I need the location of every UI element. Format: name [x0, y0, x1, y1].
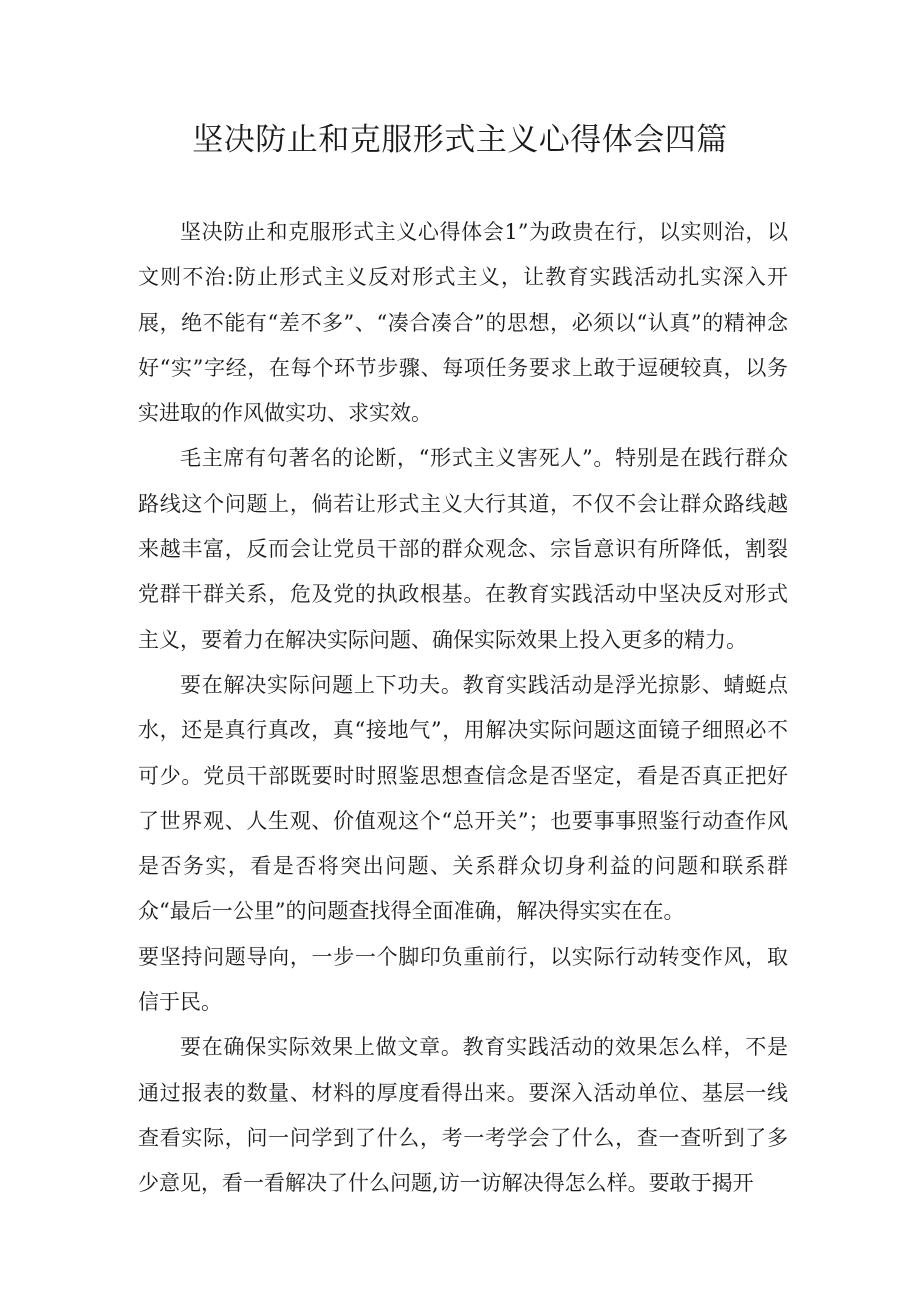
document-body	[138, 210, 788, 1207]
paragraph-4: 要坚持问题导向，一步一个脚印负重前行，以实际行动转变作风，取信于民。	[138, 944, 788, 1015]
paragraph-2: 毛主席有句著名的论断，“形式主义害死人”。特别是在践行群众路线这个问题上，倘若让形式主义大行其道，不仅不会让群众路线越来越丰富，反而会让党员干部的群众观念、宗旨意识有所降低，割裂党群干群关系，危及党的执政根基。在教育实践活动中坚决反对形式主义，要着力在解决实际问题、确保实际效果上投入更多的精力。	[138, 446, 788, 652]
paragraph-1: 坚决防止和克服形式主义心得体会1”为政贵在行，以实则治，以文则不治:防止形式主义反对形式主义，让教育实践活动扎实深入开展，绝不能有“差不多”、“凑合凑合”的思想，必须以“认真”的精神念好“实”字经，在每个环节步骤、每项任务要求上敢于逗硬较真，以务实进取的作风做实功、求实效。	[138, 220, 788, 426]
paragraph-5: 要在确保实际效果上做文章。教育实践活动的效果怎么样，不是通过报表的数量、材料的厚度看得出来。要深入活动单位、基层一线查看实际，问一问学到了什么，考一考学会了什么，查一查听到了多少意见，看一看解决了什么问题,访一访解决得怎么样。要敢于揭开	[138, 1035, 788, 1196]
document-title: 坚决防止和克服形式主义心得体会四篇	[192, 122, 728, 158]
paragraph-3: 要在解决实际问题上下功夫。教育实践活动是浮光掠影、蜻蜓点水，还是真行真改，真“接地气”，用解决实际问题这面镜子细照必不可少。党员干部既要时时照鉴思想查信念是否坚定，看是否真正把好了世界观、人生观、价值观这个“总开关”；也要事事照鉴行动查作风是否务实，看是否将突出问题、关系群众切身利益的问题和联系群众“最后一公里”的问题查找得全面准确，解决得实实在在。	[138, 672, 788, 924]
